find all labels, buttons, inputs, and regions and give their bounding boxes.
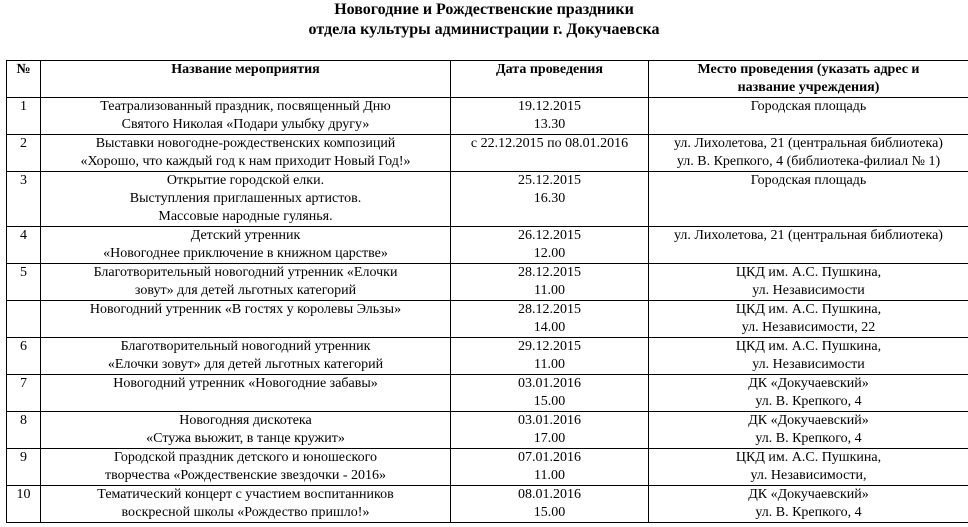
cell-name xyxy=(41,375,451,412)
cell-name-line: воскресной школы «Рождество пришло!» xyxy=(121,505,370,520)
cell-place-line: ул. В. Крепкого, 4 xyxy=(755,394,862,409)
cell-name-line: Массовые народные гулянья. xyxy=(158,209,333,224)
cell-name-line: «Новогоднее приключение в книжном царстве» xyxy=(103,246,388,261)
cell-date-line: с 22.12.2015 по 08.01.2016 xyxy=(470,136,629,151)
cell-name-line: «Елочки зовут» для детей льготных категорий xyxy=(107,357,384,372)
cell-date xyxy=(451,172,649,227)
cell-date-line: 16.30 xyxy=(533,191,566,206)
cell-place xyxy=(649,449,968,486)
table-row xyxy=(7,264,968,301)
cell-date xyxy=(451,486,649,523)
cell-name-line: Новогодний утренник «Новогодние забавы» xyxy=(113,376,378,391)
cell-num: 1 xyxy=(7,98,41,135)
cell-name xyxy=(41,338,451,375)
title-line-2: отдела культуры администрации г. Докучаевска xyxy=(308,21,660,38)
table-row xyxy=(7,301,968,338)
cell-place-line: ул. В. Крепкого, 4 (библиотека-филиал № 1) xyxy=(676,154,941,169)
table-row xyxy=(7,449,968,486)
cell-name-line: зовут» для детей льготных категорий xyxy=(134,283,357,298)
cell-place-line: ул. Независимости, 22 xyxy=(741,320,876,335)
cell-date-line: 15.00 xyxy=(533,505,566,520)
cell-place-line: ул. В. Крепкого, 4 xyxy=(755,431,862,446)
cell-place xyxy=(649,98,968,135)
table-row xyxy=(7,338,968,375)
cell-name-line: Новогодний утренник «В гостях у королевы Эльзы» xyxy=(89,302,402,317)
cell-place xyxy=(649,227,968,264)
cell-name-line: Святого Николая «Подари улыбку другу» xyxy=(121,117,370,132)
cell-date xyxy=(451,135,649,172)
cell-date xyxy=(451,301,649,338)
cell-num: 3 xyxy=(7,172,41,227)
cell-place-line: ЦКД им. А.С. Пушкина, xyxy=(735,450,882,465)
cell-place xyxy=(649,375,968,412)
table-row xyxy=(7,172,968,227)
cell-name xyxy=(41,301,451,338)
header-row xyxy=(7,61,968,98)
cell-date-line: 15.00 xyxy=(533,394,566,409)
cell-name xyxy=(41,172,451,227)
cell-num xyxy=(7,301,41,338)
cell-name-line: Новогодняя дискотека xyxy=(179,413,312,428)
cell-place-line: ДК «Докучаевский» xyxy=(748,376,869,391)
cell-place-line: ул. Лихолетова, 21 (центральная библиотека) xyxy=(674,228,943,243)
cell-date xyxy=(451,227,649,264)
header-name: Название мероприятия xyxy=(41,61,451,98)
cell-name xyxy=(41,135,451,172)
cell-place xyxy=(649,301,968,338)
cell-name xyxy=(41,264,451,301)
cell-place-line: ул. Независимости xyxy=(752,283,865,298)
cell-date-line: 25.12.2015 xyxy=(518,173,581,188)
cell-place-line: ул. В. Крепкого, 4 xyxy=(755,505,862,520)
table-row xyxy=(7,227,968,264)
cell-name-line: Открытие городской елки. xyxy=(166,173,325,188)
title-line-1: Новогодние и Рождественские праздники xyxy=(334,1,634,18)
cell-num: 9 xyxy=(7,449,41,486)
cell-name-line: «Хорошо, что каждый год к нам приходит Новый Год!» xyxy=(80,154,411,169)
cell-date-line: 03.01.2016 xyxy=(518,413,581,428)
cell-num: 10 xyxy=(7,486,41,523)
cell-name-line: творчества «Рождественские звездочки - 2016» xyxy=(104,468,387,483)
cell-place-line: ЦКД им. А.С. Пушкина, xyxy=(735,265,882,280)
cell-place-line: Городская площадь xyxy=(750,173,867,188)
table-row xyxy=(7,412,968,449)
header-place-line: Место проведения (указать адрес и xyxy=(697,62,920,77)
cell-place xyxy=(649,412,968,449)
cell-name xyxy=(41,449,451,486)
cell-name-line: Выставки новогодне-рождественских композиций xyxy=(95,136,396,151)
cell-num: 6 xyxy=(7,338,41,375)
table-row xyxy=(7,135,968,172)
cell-date xyxy=(451,264,649,301)
cell-date xyxy=(451,412,649,449)
cell-place-line: ул. Независимости, xyxy=(750,468,867,483)
cell-date-line: 29.12.2015 xyxy=(518,339,581,354)
cell-name xyxy=(41,412,451,449)
cell-place xyxy=(649,264,968,301)
cell-place-line: ул. Независимости xyxy=(752,357,865,372)
cell-date xyxy=(451,338,649,375)
cell-num: 4 xyxy=(7,227,41,264)
cell-date xyxy=(451,98,649,135)
cell-date-line: 13.30 xyxy=(533,117,566,132)
cell-name-line: Детский утренник xyxy=(190,228,301,243)
cell-date xyxy=(451,375,649,412)
cell-place-line: ДК «Докучаевский» xyxy=(748,413,869,428)
cell-date-line: 11.00 xyxy=(534,283,565,298)
cell-place-line: Городская площадь xyxy=(750,99,867,114)
header-place-line: название учреждения) xyxy=(737,80,880,95)
cell-name-line: Тематический концерт с участием воспитанников xyxy=(97,487,394,502)
cell-place xyxy=(649,486,968,523)
header-date: Дата проведения xyxy=(451,61,649,98)
cell-date-line: 08.01.2016 xyxy=(518,487,581,502)
cell-place xyxy=(649,172,968,227)
cell-place xyxy=(649,135,968,172)
cell-date-line: 11.00 xyxy=(534,468,565,483)
cell-date-line: 03.01.2016 xyxy=(518,376,581,391)
cell-date-line: 28.12.2015 xyxy=(518,265,581,280)
cell-num: 5 xyxy=(7,264,41,301)
cell-date-line: 11.00 xyxy=(534,357,565,372)
document-title xyxy=(0,0,968,40)
cell-name-line: Городской праздник детского и юношеского xyxy=(113,450,378,465)
cell-date-line: 17.00 xyxy=(533,431,566,446)
cell-name-line: Выступления приглашенных артистов. xyxy=(129,191,362,206)
cell-date-line: 14.00 xyxy=(533,320,566,335)
cell-date-line: 12.00 xyxy=(533,246,566,261)
cell-num: 8 xyxy=(7,412,41,449)
cell-date-line: 28.12.2015 xyxy=(518,302,581,317)
header-place xyxy=(649,61,968,98)
events-table xyxy=(6,60,968,523)
cell-date-line: 07.01.2016 xyxy=(518,450,581,465)
cell-num: 2 xyxy=(7,135,41,172)
cell-date xyxy=(451,449,649,486)
cell-name xyxy=(41,486,451,523)
table-row xyxy=(7,98,968,135)
cell-name-line: Театрализованный праздник, посвященный Дню xyxy=(100,99,391,114)
cell-name-line: Благотворительный новогодний утренник «Елочки xyxy=(93,265,398,280)
cell-name xyxy=(41,98,451,135)
table-row xyxy=(7,486,968,523)
header-num: № xyxy=(7,61,41,98)
cell-date-line: 26.12.2015 xyxy=(518,228,581,243)
cell-name-line: «Стужа вьюжит, в танце кружит» xyxy=(146,431,345,446)
cell-place-line: ЦКД им. А.С. Пушкина, xyxy=(735,302,882,317)
cell-place-line: ул. Лихолетова, 21 (центральная библиотека) xyxy=(674,136,943,151)
cell-place-line: ЦКД им. А.С. Пушкина, xyxy=(735,339,882,354)
cell-date-line: 19.12.2015 xyxy=(518,99,581,114)
table-row xyxy=(7,375,968,412)
cell-name xyxy=(41,227,451,264)
cell-num: 7 xyxy=(7,375,41,412)
cell-place xyxy=(649,338,968,375)
cell-place-line: ДК «Докучаевский» xyxy=(748,487,869,502)
cell-name-line: Благотворительный новогодний утренник xyxy=(120,339,371,354)
